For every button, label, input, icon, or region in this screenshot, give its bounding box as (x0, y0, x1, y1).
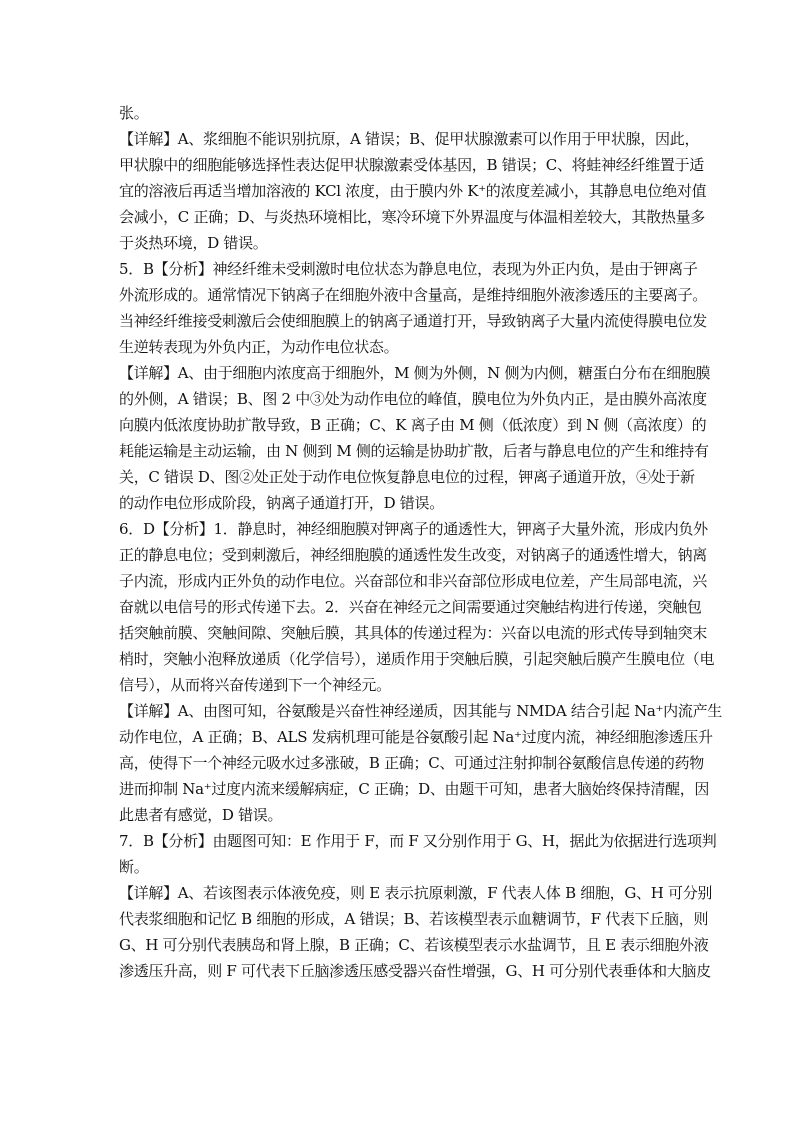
text-line: 7．B【分析】由题图可知：E 作用于 F，而 F 又分别作用于 G、H，据此为依据进行选项判 (119, 832, 717, 850)
text-line: 代表浆细胞和记忆 B 细胞的形成，A 错误；B、若该模型表示血糖调节，F 代表下丘脑，则 (119, 910, 709, 928)
text-line: 断。 (119, 858, 149, 876)
text-line: 【详解】A、由图可知，谷氨酸是兴奋性神经递质，因其能与 NMDA 结合引起 Na⁺内流产生 (119, 702, 722, 720)
text-line: 于炎热环境，D 错误。 (119, 234, 268, 252)
text-line: 关，C 错误 D、图②处正处于动作电位恢复静息电位的过程，钾离子通道开放，④处于新 (119, 468, 695, 486)
text-line: G、H 可分别代表胰岛和肾上腺，B 正确；C、若该模型表示水盐调节，且 E 表示细胞外液 (119, 936, 709, 954)
text-line: 奋就以电信号的形式传递下去。2．兴奋在神经元之间需要通过突触结构进行传递，突触包 (119, 598, 702, 616)
text-line: 6．D【分析】1．静息时，神经细胞膜对钾离子的通透性大，钾离子大量外流，形成内负外 (119, 520, 708, 538)
text-line: 的动作电位形成阶段，钠离子通道打开，D 错误。 (119, 494, 444, 512)
text-line: 外流形成的。通常情况下钠离子在细胞外液中含量高，是维持细胞外液渗透压的主要离子。 (119, 286, 708, 304)
text-line: 高，使得下一个神经元吸水过多涨破，B 正确；C、可通过注射抑制谷氨酸信息传递的药物 (119, 754, 704, 772)
text-line: 信号），从而将兴奋传递到下一个神经元。 (119, 676, 391, 694)
text-line: 5．B【分析】神经纤维未受刺激时电位状态为静息电位，表现为外正内负，是由于钾离子 (119, 260, 698, 278)
text-line: 括突触前膜、突触间隙、突触后膜，其具体的传递过程为：兴奋以电流的形式传导到轴突末 (119, 624, 708, 642)
text-line: 子内流，形成内正外负的动作电位。兴奋部位和非兴奋部位形成电位差，产生局部电流，兴 (119, 572, 708, 590)
text-line: 渗透压升高，则 F 可代表下丘脑渗透压感受器兴奋性增强，G、H 可分别代表垂体和大脑皮 (119, 962, 711, 980)
text-line: 正的静息电位；受到刺激后，神经细胞膜的通透性发生改变，对钠离子的通透性增大，钠离 (119, 546, 708, 564)
text-line: 此患者有感觉，D 错误。 (119, 806, 283, 824)
text-line: 【详解】A、若该图表示体液免疫，则 E 表示抗原刺激，F 代表人体 B 细胞，G、H 可分别 (119, 884, 713, 902)
text-line: 进而抑制 Na⁺过度内流来缓解病症，C 正确；D、由题干可知，患者大脑始终保持清醒，因 (119, 780, 710, 798)
text-line: 向膜内低浓度协助扩散导致，B 正确；C、K 离子由 M 侧（低浓度）到 N 侧（高浓度）的 (119, 416, 707, 434)
text-line: 会减小，C 正确；D、与炎热环境相比，寒冷环境下外界温度与体温相差较大，其散热量多 (119, 208, 705, 226)
text-line: 【详解】A、由于细胞内浓度高于细胞外，M 侧为外侧，N 侧为内侧，糖蛋白分布在细胞膜 (119, 364, 711, 382)
answer-text-body (119, 100, 722, 984)
text-line: 当神经纤维接受刺激后会使细胞膜上的钠离子通道打开，导致钠离子大量内流使得膜电位发 (119, 312, 708, 330)
text-line: 的外侧，A 错误；B、图 2 中③处为动作电位的峰值，膜电位为外负内正，是由膜外高浓度 (119, 390, 707, 408)
text-line: 梢时，突触小泡释放递质（化学信号），递质作用于突触后膜，引起突触后膜产生膜电位（电 (119, 650, 715, 668)
text-line: 张。 (119, 104, 149, 122)
text-line: 【详解】A、浆细胞不能识别抗原，A 错误；B、促甲状腺激素可以作用于甲状腺，因此， (119, 130, 700, 148)
text-line: 宜的溶液后再适当增加溶液的 KCl 浓度，由于膜内外 K⁺的浓度差减小，其静息电位绝对值 (119, 182, 707, 200)
text-line: 生逆转表现为外负内正，为动作电位状态。 (119, 338, 399, 356)
text-line: 动作电位，A 正确；B、ALS 发病机理可能是谷氨酸引起 Na⁺过度内流，神经细胞渗透压升 (119, 728, 713, 746)
text-line: 甲状腺中的细胞能够选择性表达促甲状腺激素受体基因，B 错误；C、将蛙神经纤维置于适 (119, 156, 704, 174)
text-line: 耗能运输是主动运输，由 N 侧到 M 侧的运输是协助扩散，后者与静息电位的产生和维持有 (119, 442, 709, 460)
